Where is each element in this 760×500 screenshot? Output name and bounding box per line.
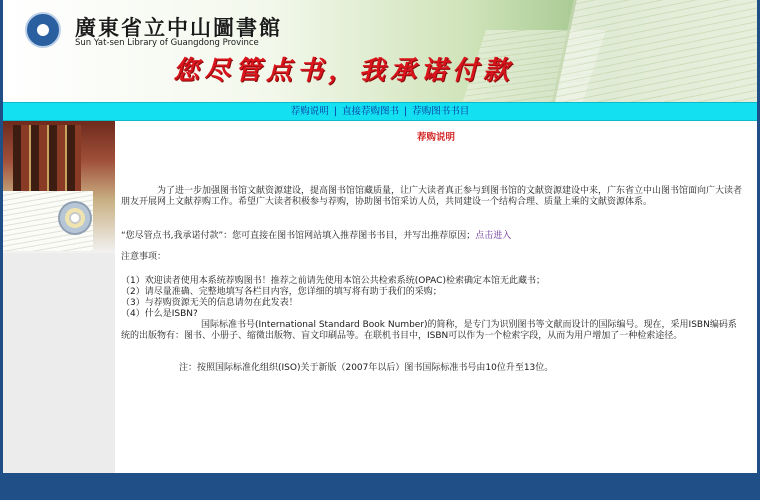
header-banner	[3, 0, 757, 102]
banner-slogan: 您尽管点书，我承诺付款	[173, 56, 515, 86]
list-item: （3）与荐购资源无关的信息请勿在此发表！	[121, 298, 298, 308]
side-decorative-image	[3, 121, 115, 473]
footer-bar	[3, 473, 757, 497]
nav-separator: |	[333, 106, 337, 117]
intro-paragraph: 为了进一步加强图书馆文献资源建设，提高图书馆馆藏质量，让广大读者真正参与到图书馆的文献资源建设中来，广东省立中山图书馆面向广大读者朋友开展网上文献荐购工作。希望广大读者积极参与荐购，协助图书馆采访人员，共同建设一个结构合理、质量上乘的文献资源体系。	[121, 186, 743, 207]
enter-link[interactable]: 点击进入	[475, 231, 512, 241]
list-item: （1）欢迎读者使用本系统荐购图书！推荐之前请先使用本馆公共检索系统(OPAC)检索确定本馆无此藏书；	[121, 276, 545, 286]
banner-open-book-image	[550, 0, 757, 102]
nav-item-recommend-info[interactable]: 荐购说明	[290, 106, 329, 117]
notice-list	[121, 276, 743, 320]
sidebar-background	[3, 253, 115, 473]
list-item: （2）请尽量准确、完整地填写各栏目内容，您详细的填写将有助于我们的采购；	[121, 287, 442, 297]
cd-disc-icon	[58, 201, 92, 235]
library-emblem-icon	[25, 12, 61, 48]
main-content	[115, 121, 757, 473]
library-name-cn: 廣東省立中山圖書館	[75, 15, 282, 40]
isbn-description: 国际标准书号(International Standard Book Number)的简称，是专门为识别图书等文献而设计的国际编号。现在，采用ISBN编码系统的出版物有：图书、小册子、缩微出版物、盲文印刷品等。在联机书目中，ISBN可以作为一个检索字段，从而为用户增加了一种检索途径。	[121, 320, 737, 341]
notice-title: 注意事项：	[121, 252, 167, 262]
nav-bar	[3, 102, 757, 121]
page-frame	[3, 0, 757, 497]
nav-separator: |	[404, 106, 408, 117]
slogan-paragraph	[121, 231, 743, 242]
slogan-text: “您尽管点书,我承诺付款”：您可直接在图书馆网站填入推荐图书书目，并写出推荐原因；	[121, 231, 476, 241]
nav-item-recommend-books[interactable]: 直接荐购图书	[341, 106, 399, 117]
library-name-en: Sun Yat-sen Library of Guangdong Province	[75, 38, 259, 48]
book-spines-image	[13, 125, 81, 195]
nav-item-recommended-list[interactable]: 荐购图书书目	[412, 106, 470, 117]
isbn-note: 注：按照国际标准化组织(ISO)关于新版（2007年以后）图书国际标准书号由10位升至13位。	[179, 363, 554, 373]
list-item: （4）什么是ISBN?	[121, 309, 198, 319]
page-title: 荐购说明	[416, 132, 455, 143]
